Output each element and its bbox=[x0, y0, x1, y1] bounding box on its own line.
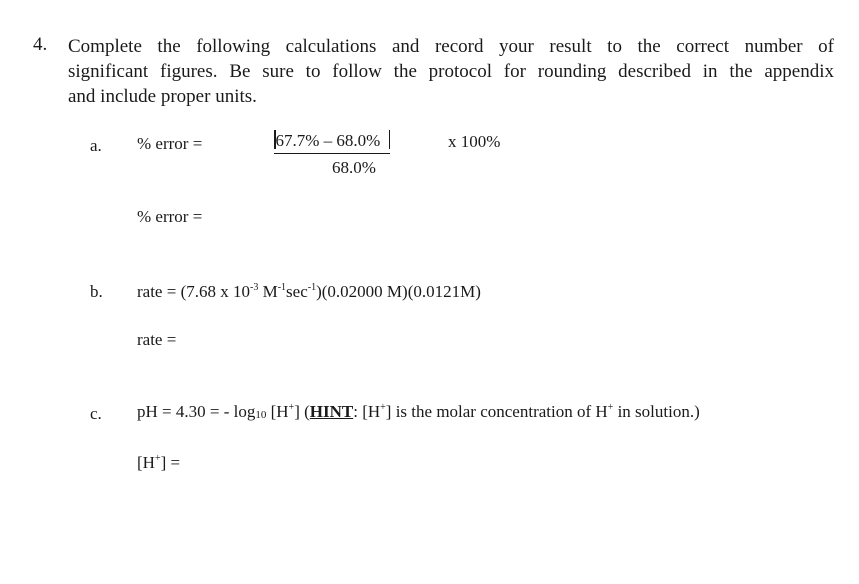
rate-expr-3: sec bbox=[286, 282, 308, 301]
ph-expr-2: [H bbox=[266, 402, 289, 421]
log-base: 10 bbox=[255, 409, 267, 421]
h-plus-sup-3: + bbox=[607, 402, 614, 413]
rate-expr-2: M bbox=[258, 282, 278, 301]
ph-expr-6: in solution.) bbox=[613, 402, 700, 421]
h-plus-sup-1: + bbox=[288, 402, 295, 413]
h-answer-sup: + bbox=[154, 453, 161, 464]
part-a-answer-label: % error = bbox=[137, 207, 203, 226]
part-c-label: c. bbox=[90, 404, 102, 423]
rate-exp-2: -1 bbox=[277, 282, 287, 293]
part-b-answer-label: rate = bbox=[137, 330, 177, 349]
instruction-line-2: significant figures. Be sure to follow the protocol for rounding described in the appendix bbox=[68, 61, 834, 82]
part-a-label: a. bbox=[90, 136, 102, 155]
absolute-bar-right bbox=[389, 130, 391, 149]
part-a-lhs: % error = bbox=[137, 134, 203, 153]
h-answer-2: ] = bbox=[160, 453, 181, 472]
ph-expr-3: ] ( bbox=[294, 402, 310, 421]
question-instructions bbox=[68, 34, 834, 109]
part-c-answer-label bbox=[137, 453, 180, 473]
numerator-text: 67.7% – 68.0% bbox=[275, 131, 381, 150]
ph-expr-1: pH = 4.30 = - log bbox=[137, 402, 256, 421]
fraction-numerator bbox=[274, 130, 390, 154]
rate-expr-4: )(0.02000 M)(0.0121M) bbox=[316, 282, 481, 301]
instruction-line-1: Complete the following calculations and record your result to the correct number of bbox=[68, 36, 834, 57]
instruction-line-3: and include proper units. bbox=[68, 86, 257, 107]
ph-expr-4: : [H bbox=[353, 402, 381, 421]
h-answer-1: [H bbox=[137, 453, 155, 472]
part-b-label: b. bbox=[90, 282, 103, 301]
rate-exp-3: -1 bbox=[307, 282, 317, 293]
hint-word: HINT bbox=[309, 402, 354, 421]
fraction-denominator: 68.0% bbox=[332, 158, 376, 177]
part-c-expression bbox=[137, 402, 700, 422]
part-b-expression bbox=[137, 282, 481, 302]
ph-expr-5: ] is the molar concentration of H bbox=[385, 402, 608, 421]
rate-exp-1: -3 bbox=[249, 282, 259, 293]
rate-expr-1: rate = (7.68 x 10 bbox=[137, 282, 250, 301]
h-plus-sup-2: + bbox=[380, 402, 386, 413]
question-number: 4. bbox=[33, 34, 48, 55]
fraction-multiplier: x 100% bbox=[448, 132, 501, 151]
